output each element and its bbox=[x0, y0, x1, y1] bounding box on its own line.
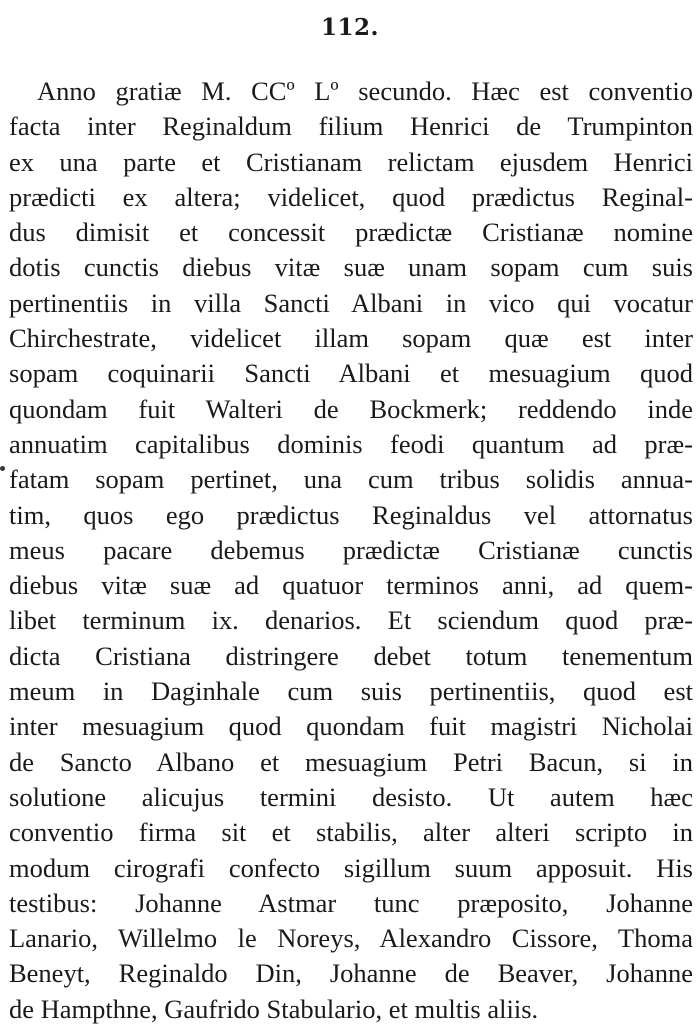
page-number: 112. bbox=[320, 14, 380, 41]
text-line: quondam fuit Walteri de Bockmerk; reddendo inde bbox=[9, 393, 693, 424]
text-line: de Hampthne, Gaufrido Stabulario, et multis aliis. bbox=[9, 993, 539, 1024]
text-line: diebus vitæ suæ ad quatuor terminos anni, ad quem- bbox=[9, 570, 693, 601]
text-line: testibus: Johanne Astmar tunc præposito, Johanne bbox=[9, 887, 693, 918]
text-line: dotis cunctis diebus vitæ suæ unam sopam cum suis bbox=[9, 252, 693, 283]
text-line: Lanario, Willelmo le Noreys, Alexandro Cissore, Thoma bbox=[9, 923, 693, 954]
text-line: inter mesuagium quod quondam fuit magistri Nicholai bbox=[9, 711, 693, 742]
margin-dot-mark bbox=[0, 466, 5, 471]
text-line: prædicti ex altera; videlicet, quod prædictus Reginal- bbox=[9, 181, 693, 212]
text-line: Beneyt, Reginaldo Din, Johanne de Beaver, Johanne bbox=[9, 958, 693, 989]
text-line: facta inter Reginaldum filium Henrici de Trumpinton bbox=[9, 111, 693, 142]
text-line: tim, quos ego prædictus Reginaldus vel attornatus bbox=[9, 499, 693, 530]
text-line: dicta Cristiana distringere debet totum tenementum bbox=[9, 640, 693, 671]
text-line: sopam coquinarii Sancti Albani et mesuagium quod bbox=[9, 358, 693, 389]
text-line: Anno gratiæ M. CCº Lº secundo. Hæc est conventio bbox=[37, 76, 693, 106]
charter-text bbox=[9, 74, 693, 1027]
text-line: meus pacare debemus prædictæ Cristianæ cunctis bbox=[9, 534, 693, 565]
text-line: solutione alicujus termini desisto. Ut autem hæc bbox=[9, 781, 693, 812]
text-line: modum cirografi confecto sigillum suum apposuit. His bbox=[9, 852, 693, 883]
text-line: de Sancto Albano et mesuagium Petri Bacun, si in bbox=[9, 746, 693, 777]
text-line: Chirchestrate, videlicet illam sopam quæ est inter bbox=[9, 323, 693, 354]
text-line: pertinentiis in villa Sancti Albani in vico qui vocatur bbox=[9, 287, 693, 318]
text-line: annuatim capitalibus dominis feodi quantum ad præ- bbox=[9, 428, 693, 459]
text-line: conventio firma sit et stabilis, alter alteri scripto in bbox=[9, 817, 693, 848]
text-line: libet terminum ix. denarios. Et sciendum quod præ- bbox=[9, 605, 693, 636]
text-line: meum in Daginhale cum suis pertinentiis, quod est bbox=[9, 676, 693, 707]
text-line: fatam sopam pertinet, una cum tribus solidis annua- bbox=[9, 464, 693, 495]
text-line: ex una parte et Cristianam relictam ejusdem Henrici bbox=[9, 146, 693, 177]
text-line: dus dimisit et concessit prædictæ Cristianæ nomine bbox=[9, 217, 693, 248]
